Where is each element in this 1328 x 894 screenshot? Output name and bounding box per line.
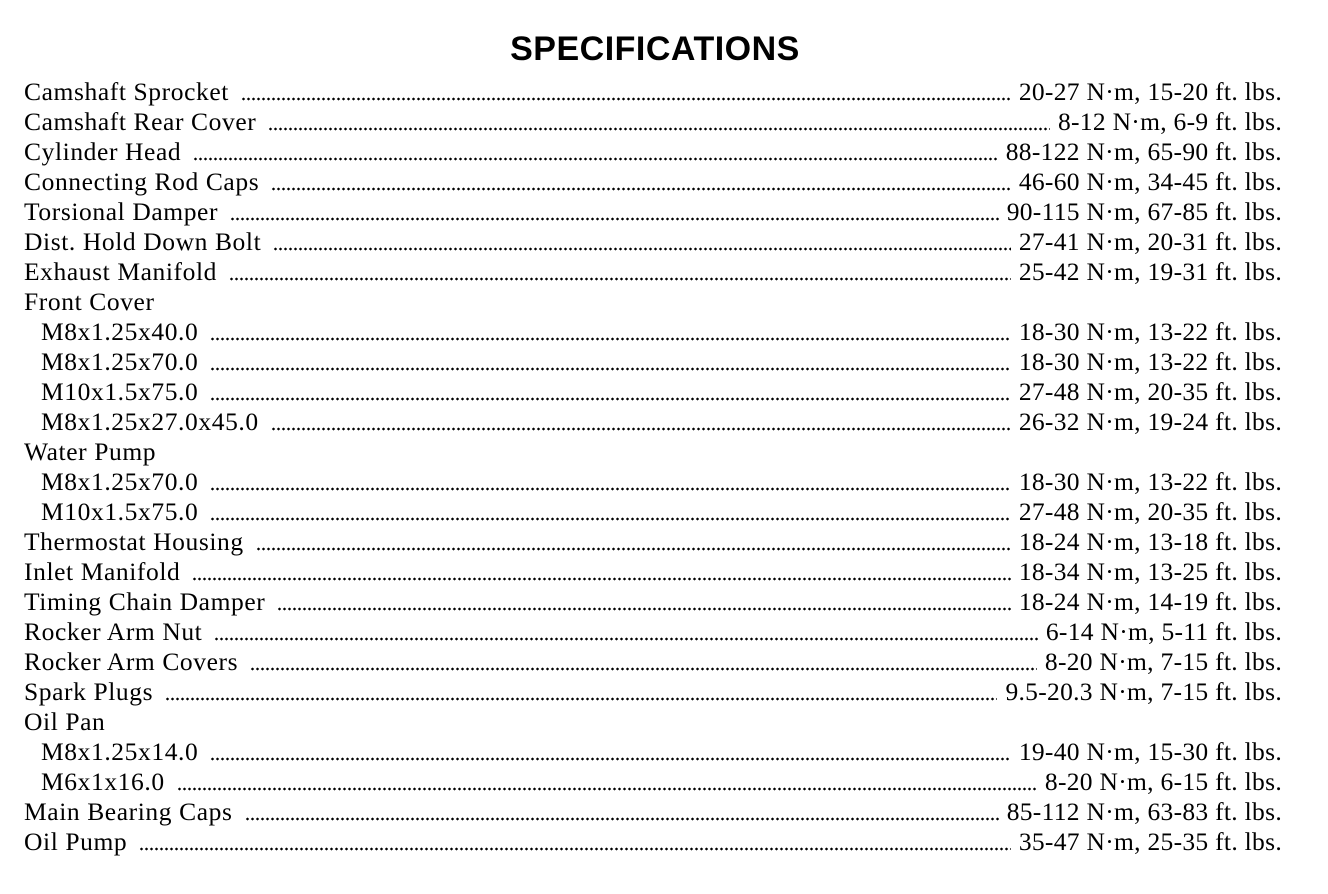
dot-leader <box>245 817 999 821</box>
spec-label: M8x1.25x14.0 <box>41 737 199 766</box>
spec-row <box>24 227 1282 257</box>
dot-leader <box>256 547 1011 551</box>
spec-label: M8x1.25x27.0x45.0 <box>41 407 259 436</box>
dot-leader <box>230 217 999 221</box>
dot-leader <box>193 157 998 161</box>
spec-row <box>24 527 1282 557</box>
dot-leader <box>241 97 1011 101</box>
dot-leader <box>165 697 997 701</box>
spec-torque-value: 6-14 N·m, 5-11 ft. lbs. <box>1045 617 1282 646</box>
dot-leader <box>139 847 1011 851</box>
spec-label: Oil Pump <box>24 827 128 856</box>
spec-label: Exhaust Manifold <box>24 257 218 286</box>
dot-leader <box>229 277 1011 281</box>
spec-torque-value: 20-27 N·m, 15-20 ft. lbs. <box>1018 77 1282 106</box>
spec-torque-value: 18-24 N·m, 13-18 ft. lbs. <box>1018 527 1282 556</box>
dot-leader <box>268 127 1050 131</box>
spec-row <box>24 317 1282 347</box>
spec-row <box>24 77 1282 107</box>
spec-torque-value: 27-48 N·m, 20-35 ft. lbs. <box>1018 497 1282 526</box>
spec-row <box>24 197 1282 227</box>
spec-torque-value: 18-24 N·m, 14-19 ft. lbs. <box>1018 587 1282 616</box>
dot-leader <box>210 517 1010 521</box>
spec-group-heading <box>24 287 1282 317</box>
spec-group-heading <box>24 437 1282 467</box>
spec-label: Rocker Arm Covers <box>24 647 239 676</box>
spec-label: Connecting Rod Caps <box>24 167 260 196</box>
spec-label: Main Bearing Caps <box>24 797 233 826</box>
dot-leader <box>177 787 1037 791</box>
spec-label: M6x1x16.0 <box>41 767 165 796</box>
spec-label: Cylinder Head <box>24 137 182 166</box>
spec-row <box>24 587 1282 617</box>
spec-torque-value: 90-115 N·m, 67-85 ft. lbs. <box>1006 197 1282 226</box>
spec-torque-value: 18-34 N·m, 13-25 ft. lbs. <box>1018 557 1282 586</box>
spec-torque-value: 26-32 N·m, 19-24 ft. lbs. <box>1018 407 1282 436</box>
spec-group-label: Front Cover <box>24 287 155 316</box>
spec-row <box>24 497 1282 527</box>
spec-torque-value: 35-47 N·m, 25-35 ft. lbs. <box>1018 827 1282 856</box>
spec-torque-value: 8-20 N·m, 6-15 ft. lbs. <box>1044 767 1282 796</box>
spec-label: Timing Chain Damper <box>24 587 266 616</box>
spec-label: Torsional Damper <box>24 197 219 226</box>
dot-leader <box>273 247 1011 251</box>
dot-leader <box>277 607 1010 611</box>
spec-label: M10x1.5x75.0 <box>41 497 199 526</box>
spec-torque-value: 25-42 N·m, 19-31 ft. lbs. <box>1018 257 1282 286</box>
spec-row <box>24 167 1282 197</box>
spec-row <box>24 137 1282 167</box>
dot-leader <box>250 667 1037 671</box>
spec-torque-value: 18-30 N·m, 13-22 ft. lbs. <box>1018 317 1282 346</box>
page-title: SPECIFICATIONS <box>510 29 800 68</box>
spec-group-heading <box>24 707 1282 737</box>
spec-row <box>24 347 1282 377</box>
spec-group-label: Water Pump <box>24 437 157 466</box>
specifications-list <box>24 77 1282 857</box>
spec-label: Camshaft Sprocket <box>24 77 229 106</box>
spec-label: Inlet Manifold <box>24 557 181 586</box>
spec-label: Rocker Arm Nut <box>24 617 203 646</box>
dot-leader <box>210 337 1010 341</box>
spec-label: Thermostat Housing <box>24 527 244 556</box>
spec-torque-value: 18-30 N·m, 13-22 ft. lbs. <box>1018 467 1282 496</box>
spec-label: M8x1.25x70.0 <box>41 467 199 496</box>
spec-row <box>24 677 1282 707</box>
spec-torque-value: 9.5-20.3 N·m, 7-15 ft. lbs. <box>1005 677 1282 706</box>
spec-torque-value: 27-48 N·m, 20-35 ft. lbs. <box>1018 377 1282 406</box>
spec-row <box>24 827 1282 857</box>
spec-torque-value: 8-20 N·m, 7-15 ft. lbs. <box>1044 647 1282 676</box>
spec-torque-value: 8-12 N·m, 6-9 ft. lbs. <box>1057 107 1282 136</box>
spec-torque-value: 85-112 N·m, 63-83 ft. lbs. <box>1006 797 1282 826</box>
spec-torque-value: 46-60 N·m, 34-45 ft. lbs. <box>1018 167 1282 196</box>
spec-row <box>24 797 1282 827</box>
dot-leader <box>271 427 1011 431</box>
spec-row <box>24 557 1282 587</box>
dot-leader <box>214 637 1037 641</box>
spec-row <box>24 647 1282 677</box>
spec-row <box>24 767 1282 797</box>
dot-leader <box>210 367 1010 371</box>
dot-leader <box>210 757 1010 761</box>
spec-torque-value: 19-40 N·m, 15-30 ft. lbs. <box>1018 737 1282 766</box>
spec-row <box>24 407 1282 437</box>
dot-leader <box>192 577 1010 581</box>
spec-label: M8x1.25x70.0 <box>41 347 199 376</box>
dot-leader <box>210 397 1010 401</box>
spec-label: Dist. Hold Down Bolt <box>24 227 262 256</box>
spec-row <box>24 467 1282 497</box>
spec-torque-value: 18-30 N·m, 13-22 ft. lbs. <box>1018 347 1282 376</box>
spec-group-label: Oil Pan <box>24 707 106 736</box>
spec-label: Camshaft Rear Cover <box>24 107 257 136</box>
spec-row <box>24 107 1282 137</box>
dot-leader <box>271 187 1011 191</box>
spec-row <box>24 737 1282 767</box>
dot-leader <box>210 487 1010 491</box>
spec-label: Spark Plugs <box>24 677 154 706</box>
spec-row <box>24 257 1282 287</box>
spec-row <box>24 617 1282 647</box>
spec-label: M8x1.25x40.0 <box>41 317 199 346</box>
spec-row <box>24 377 1282 407</box>
spec-label: M10x1.5x75.0 <box>41 377 199 406</box>
spec-torque-value: 88-122 N·m, 65-90 ft. lbs. <box>1005 137 1282 166</box>
spec-torque-value: 27-41 N·m, 20-31 ft. lbs. <box>1018 227 1282 256</box>
